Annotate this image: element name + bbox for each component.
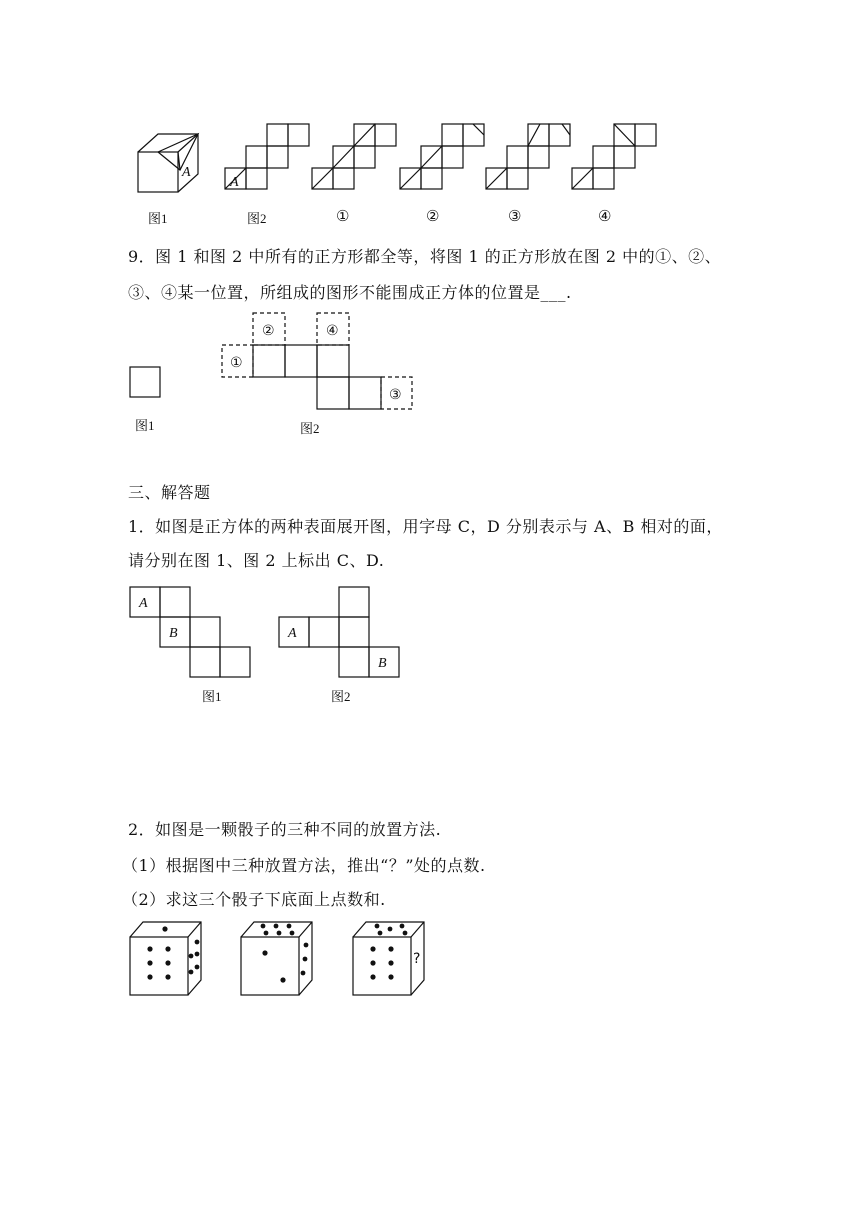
- net-option-4: [572, 124, 656, 189]
- slot-2-label: ②: [262, 323, 275, 339]
- net-label-a: A: [230, 175, 239, 190]
- q1-fig1-label-b: B: [169, 626, 178, 641]
- slot-4-label: ④: [326, 323, 339, 339]
- q9-caption-fig1: 图1: [135, 418, 155, 433]
- q1-caption-fig1: 图1: [202, 689, 222, 704]
- net-option-1: [312, 124, 396, 189]
- slot-1-label: ①: [230, 355, 243, 371]
- q9-line-2: ③、④某一位置，所组成的图形不能围成正方体的位置是___.: [128, 283, 572, 302]
- net-option-3: [486, 124, 570, 189]
- q1-fig2-label-a: A: [288, 626, 297, 641]
- caption-option-4: ④: [598, 209, 612, 225]
- caption-option-1: ①: [336, 209, 350, 225]
- q1-line-1: 1．如图是正方体的两种表面展开图，用字母 C，D 分别表示与 A、B 相对的面，: [128, 517, 723, 536]
- caption-fig2: 图2: [247, 211, 267, 226]
- q9-line-1: 9．图 1 和图 2 中所有的正方形都全等，将图 1 的正方形放在图 2 中的①、②、: [128, 247, 722, 266]
- q1-line-2: 请分别在图 1、图 2 上标出 C、D.: [128, 551, 385, 570]
- cube-label-a: A: [182, 165, 191, 180]
- q2-line-1: 2．如图是一颗骰子的三种不同的放置方法.: [128, 820, 442, 839]
- q1-fig2-label-b: B: [378, 656, 387, 671]
- q2-line-3: （2）求这三个骰子下底面上点数和.: [122, 890, 386, 909]
- caption-fig1: 图1: [148, 211, 168, 226]
- q9-caption-fig2: 图2: [300, 421, 320, 436]
- net-fig2: [225, 124, 309, 190]
- section-heading: 三、解答题: [128, 483, 211, 502]
- net-option-2: [400, 124, 484, 189]
- q2-line-2: （1）根据图中三种放置方法，推出“？”处的点数.: [122, 856, 486, 875]
- caption-option-3: ③: [508, 209, 522, 225]
- die-3: [353, 922, 424, 995]
- caption-option-2: ②: [426, 209, 440, 225]
- slot-3-label: ③: [389, 387, 402, 403]
- die-1: [130, 922, 201, 995]
- die-2: [241, 922, 312, 995]
- q1-caption-fig2: 图2: [331, 689, 351, 704]
- q1-fig1-label-a: A: [139, 596, 148, 611]
- die-3-unknown: ?: [413, 951, 421, 967]
